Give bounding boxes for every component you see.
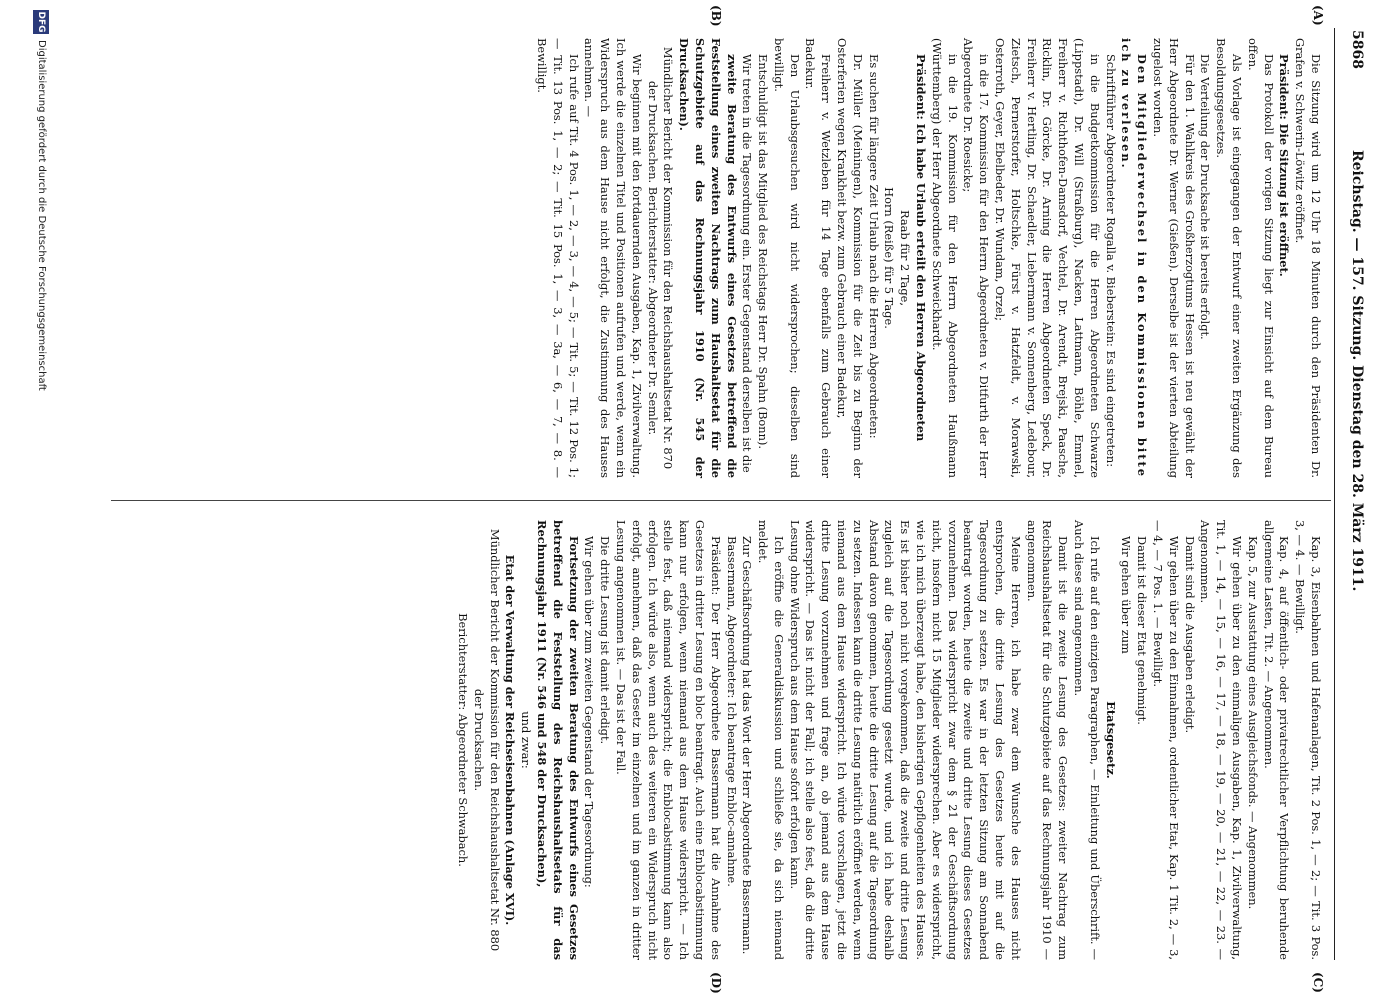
paragraph: Wir gehen über zum zweiten Gegenstand der Tagesordnung: (582, 536, 597, 888)
paragraph: Die dritte Lesung ist damit erledigt. (598, 536, 613, 745)
paragraph: Etat der Verwaltung der Reichseisenbahnen (Anlage XVI). (503, 554, 518, 926)
paragraph: Damit sind die Ausgaben erledigt. (1182, 536, 1197, 734)
paragraph: Wir gehen über zum (1119, 536, 1134, 654)
paragraph: Ich rufe auf Tit. 4 Pos. 1, — 2, — 3, — 4, — 5; — Tit. 5; — Tit. 12 Pos. 1; — Tit. 13 Pos. 1, — 2; — Tit. 15 Pos. 1, — 3, — 3a, — 6, — 7, — 8. — Bewilligt. (534, 38, 581, 478)
paragraph: Wir beginnen mit den fortdauernden Ausgaben, Kap. 1, Zivilverwaltung. Ich werde die einzelnen Titel und Positionen aufrufen und werde, wenn ein Widerspruch aus dem Hause nicht erfolgt, die Zustimmung des Hauses annehmen. — (582, 38, 644, 478)
paragraph: Präsident: Der Herr Abgeordnete Bassermann hat die Annahme des Gesetzes in dritter Lesung en bloc beantragt. Auch eine Enblocabstimmung kann nur erfolgen, wenn niemand aus dem Hause widerspricht. — Ich stelle fest, daß niemand widerspricht; die Enblocabstimmung kann also erfolgen. Ich würde also, wenn auch des weiteren ein Widerspruch nicht erfolgt, annehmen, daß das Gesetz im einzelnen und im ganzen in dritter Lesung angenommen ist. — Das ist der Fall. (613, 520, 723, 960)
paragraph: Den Mitgliederwechsel in den Kommissionen bitte ich zu verlesen. (1119, 38, 1150, 478)
paragraph: zweite Beratung des Entwurfs eines Gesetzes betreffend die Feststellung eines zweiten Nachtrags zum Haushaltsetat für die Schutzgebiete auf das Rechnungsjahr 1910 (Nr. 545 der Drucksachen). (677, 38, 739, 478)
paragraph: Mündlicher Bericht der Kommission für den Reichshaushaltsetat Nr. 880 der Drucksachen. (471, 528, 502, 952)
margin-marker-c: (C) (1311, 972, 1325, 993)
running-head: Reichstag. — 157. Sitzung. Dienstag den 28. März 1911. (1349, 150, 1365, 592)
paragraph: in die Budgetkommission für die Herren Abgeordneten Schwarze (Lippstadt), Dr. Will (Straßburg), Nacken, Lattmann, Böhle, Emmel, Freiherr v. Richthofen-Damsdorf, Vechtel, Dr. Arendt, Brejski, Paasche, Ricklin, Dr. Görcke, Dr. Arning die Herren Abgeordneten Speck, Dr. Freiherr v. Hertling, Dr. Schaedler, Liebermann v. Sonnenberg, Ledebour, Zietsch, Pernerstorfer, Holtschke, Fürst v. Hatzfeldt, v. Morawski, Osterroth, Geyer, Ebelbeder, Dr. Wundam, Orzel; (993, 38, 1102, 478)
header-rule (1334, 28, 1335, 960)
paragraph: Mündlicher Bericht der Kommission für den Reichshaushaltsetat Nr. 870 der Drucksachen. Berichterstatter: Abgeordneter Dr. Semler. (645, 46, 676, 470)
paragraph: Wir gehen über zu den einmaligen Ausgaben, Kap. 1, Zivilverwaltung, Tit. 1, — 14, — 15, — 16, — 17, — 18, — 19, — 20, — 21, — 22, — 23. — Angenommen. (1198, 520, 1245, 960)
column-divider (111, 500, 1331, 501)
dfg-logo-icon: DFG (33, 10, 49, 34)
footer-text: Digitalisierung gefördert durch die Deutsche Forschungsgemeinschaft (36, 40, 47, 391)
paragraph: Meine Herren, ich habe zwar dem Wunsche des Hauses nicht entsprochen, die dritte Lesung des Gesetzes heute mit auf die Tagesordnung zu setzen. Es war in der letzten Sitzung am Sonnabend beantragt worden, heute die zweite und dritte Lesung dieses Gesetzes vorzunehmen. Das widerspricht zwar dem § 21 der Geschäftsordnung nicht, insofern nicht 15 Mitglieder widersprechen. Aber es widerspricht, wie ich mich überzeugt habe, den bisherigen Gepflogenheiten des Hauses. Es ist bisher noch nicht vorgekommen, daß die zweite und dritte Lesung zugleich auf die Tagesordnung gesetzt wurde, und ich habe deshalb Abstand davon genommen, heute die dritte Lesung auf die Tagesordnung zu setzen. Indessen kann die dritte Lesung natürlich eröffnet werden, wenn niemand aus dem Hause widerspricht. Ich würde vorschlagen, jetzt die dritte Lesung vorzunehmen und frage an, ob jemand aus dem Hause widerspricht. — Das ist nicht der Fall; ich stelle also fest, daß die dritte Lesung ohne Widerspruch aus dem Hause sofort erfolgen kann. (787, 520, 1023, 960)
right-column (454, 520, 1323, 960)
paragraph: Schriftführer Abgeordneter Rogalla v. Bieberstein: Es sind eingetreten: (1103, 54, 1118, 468)
paragraph: Dr. Müller (Meiningen), Kommission für die Zeit bis zu Beginn der Osterferien wegen Krankheit bezw. zum Gebrauch einer Badekur, (835, 38, 865, 478)
left-column (533, 38, 1323, 478)
paragraph: Es suchen für längere Zeit Urlaub nach die Herren Abgeordneten: (866, 54, 881, 439)
paragraph: Wir treten in die Tagesordnung ein. Erster Gegenstand derselben ist die (740, 54, 755, 473)
margin-marker-b: (B) (709, 5, 723, 27)
paragraph: in die 19. Kommission für den Herrn Abgeordneten Haußmann (Württemberg) der Herr Abgeordnete Schweickhardt. (929, 38, 960, 478)
paragraph: Für den 1. Wahlkreis des Großherzogtums Hessen ist neu gewählt der Herr Abgeordnete Dr. Werner (Gießen). Derselbe ist der vierten Abteilung zugelost worden. (1151, 38, 1197, 478)
paragraph: Damit ist die zweite Lesung des Gesetzes: zweiter Nachtrag zum Reichshaushaltsetat für die Schutzgebiete auf das Rechnungsjahr 1910 — angenommen. (1024, 520, 1071, 960)
paragraph: und zwar: (519, 711, 534, 769)
paragraph: Als Vorlage ist eingegangen der Entwurf einer zweiten Ergänzung des Besoldungsgesetzes. (1214, 38, 1245, 478)
paragraph: Kap. 4, auf öffentlich- oder privatrechtlicher Verpflichtung beruhende allgemeine Lasten, Tit. 2. — Angenommen. (1261, 520, 1292, 960)
paragraph: Das Protokoll der vorigen Sitzung liegt zur Einsicht auf dem Bureau offen. (1245, 38, 1276, 478)
paragraph: Horn (Reiße) für 5 Tage. (882, 187, 897, 329)
paragraph: Präsident: Die Sitzung ist eröffnet. (1277, 54, 1292, 277)
paragraph: in die 17. Kommission für den Herrn Abgeordneten v. Ditfurth der Herr Abgeordnete Dr. Roesicke; (961, 38, 992, 478)
paragraph: Ich rufe auf den einzigen Paragraphen, — Einleitung und Überschrift. — Auch diese sind angenommen. (1072, 520, 1102, 960)
paragraph: Den Urlaubsgesuchen wird nicht widersprochen; dieselben sind bewilligt. (771, 38, 802, 478)
margin-marker-d: (D) (709, 972, 723, 994)
paragraph: Kap. 5, zur Ausstattung eines Ausgleichsfonds. — Angenommen. (1245, 536, 1260, 910)
paragraph: Die Verteilung der Drucksache ist bereits erfolgt. (1198, 54, 1213, 340)
paragraph: Fortsetzung der zweiten Beratung des Entwurfs eines Gesetzes betreffend die Feststellung des Reichshaushaltsetats für das Rechnungsjahr 1911 (Nr. 546 und 548 der Drucksachen), (534, 520, 581, 960)
paragraph: Freiherr v. Wetzleben für 14 Tage ebenfalls zum Gebrauch einer Badekur. (803, 38, 834, 478)
margin-marker-a: (A) (1311, 5, 1325, 26)
paragraph: Bassermann, Abgeordneter: Ich beantrage Enbloc-annahme. (724, 536, 739, 887)
paragraph: Entschuldigt ist das Mitglied des Reichstags Herr Dr. Spahn (Bonn). (756, 54, 771, 450)
section-heading: Etatsgesetz. (1103, 701, 1118, 779)
paragraph: Ich eröffne die Generaldiskussion und schließe sie, da sich niemand meldet. (756, 520, 786, 960)
paragraph: Zur Geschäftsordnung hat das Wort der Herr Abgeordnete Bassermann. (740, 536, 755, 955)
page-number: 5868 (1349, 30, 1365, 69)
paragraph: Raab für 2 Tage, (898, 210, 913, 306)
paragraph: Wir gehen über zu den Einnahmen, ordentlicher Etat, Kap. 1 Tit. 2, — 3, — 4, — 7 Pos. 1. — Bewilligt. (1151, 520, 1181, 960)
paragraph: Berichterstatter: Abgeordneter Schwabach. (455, 613, 470, 867)
footer (23, 0, 53, 1000)
paragraph: Damit ist dieser Etat genehmigt. (1135, 536, 1150, 725)
paragraph: Präsident: Ich habe Urlaub erteilt den Herren Abgeordneten (914, 54, 929, 442)
paragraph: Kap. 3, Eisenbahnen und Hafenanlagen, Tit. 2 Pos. 1, — 2; — Tit. 3 Pos. 3, — 4. — Bewilligt. (1293, 520, 1323, 960)
paragraph: Die Sitzung wird um 12 Uhr 18 Minuten durch den Präsidenten Dr. Grafen v. Schwerin-Löwitz eröffnet. (1293, 38, 1323, 478)
